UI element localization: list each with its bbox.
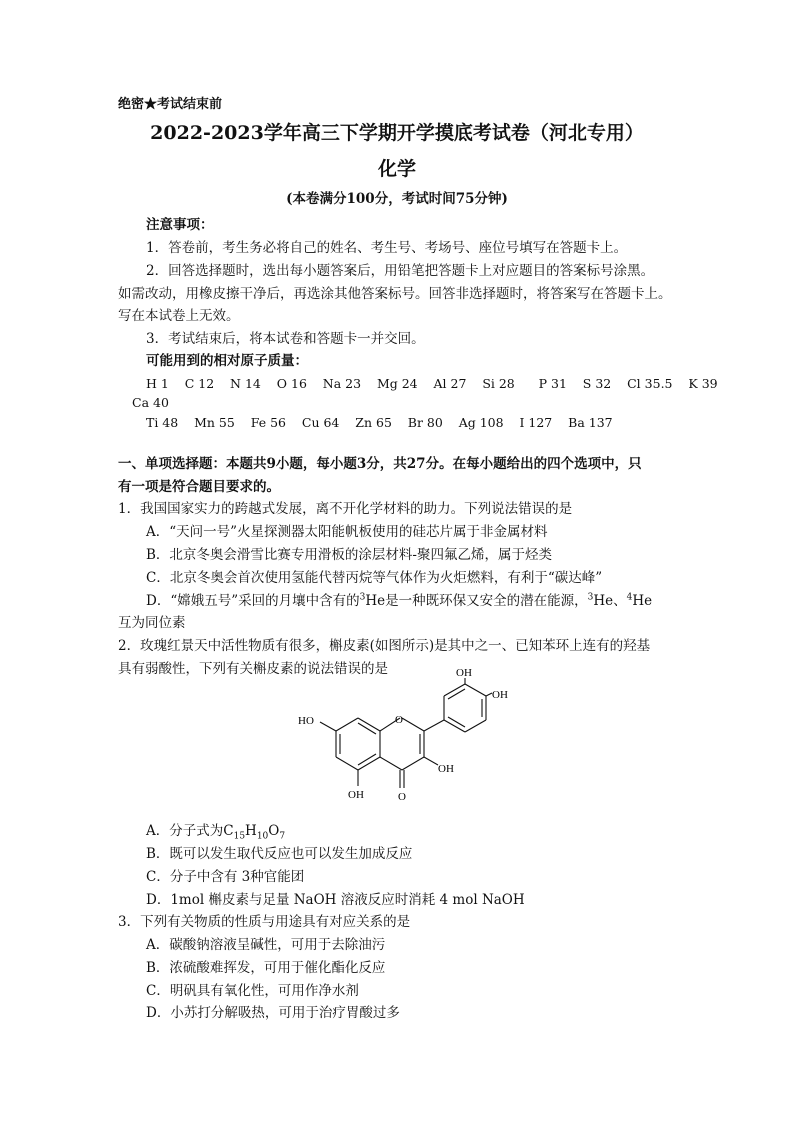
- q1-d-sup-3: 4: [626, 592, 633, 603]
- q1-option-d: [146, 592, 652, 610]
- q3-option-a: A．碳酸钠溶液呈碱性，可用于去除油污: [146, 937, 386, 953]
- q1-option-a: A．“天问一号”火星探测器太阳能帆板使用的硅芯片属于非金属材料: [146, 524, 548, 540]
- notes-item-2-line-2: 如需改动，用橡皮擦干净后，再选涂其他答案标号。回答非选择题时，将答案写在答题卡上。: [118, 286, 672, 302]
- q1-option-d-line-2: 互为同位素: [118, 615, 186, 631]
- section1-heading-line-1: 一、单项选择题：本题共9小题，每小题3分，共27分。在每小题给出的四个选项中，只: [118, 456, 642, 472]
- q1-d-mid-2: He、: [593, 593, 627, 609]
- q2-a-mid: H: [245, 823, 257, 839]
- q2-option-b: B．既可以发生取代反应也可以发生加成反应: [146, 846, 413, 862]
- q1-option-b: B．北京冬奥会滑雪比赛专用滑板的涂层材料-聚四氟乙烯，属于烃类: [146, 547, 552, 563]
- q1-stem: 1．我国国家实力的跨越式发展，离不开化学材料的助力。下列说法错误的是: [118, 501, 573, 517]
- atomic-mass-row-1-wrap: Ca 40: [132, 395, 169, 410]
- subject-title: 化学: [377, 158, 416, 180]
- atomic-mass-row-2: Ti 48 Mn 55 Fe 56 Cu 64 Zn 65 Br 80 Ag 108 I 127 Ba 137: [146, 415, 613, 430]
- q2-a-sub-2: 10: [256, 831, 269, 842]
- atomic-mass-heading: 可能用到的相对原子质量：: [146, 353, 308, 369]
- atomic-mass-row-1: H 1 C 12 N 14 O 16 Na 23 Mg 24 Al 27 Si 28 P 31 S 32 Cl 35.5 K 39: [146, 376, 718, 391]
- q1-option-c: C．北京冬奥会首次使用氢能代替丙烷等气体作为火炬燃料，有利于“碳达峰”: [146, 570, 603, 586]
- q2-stem-line-1: 2．玫瑰红景天中活性物质有很多，槲皮素(如图所示)是其中之一、已知苯环上连有的羟基: [118, 638, 651, 654]
- q1-d-sup-2: 3: [587, 592, 594, 603]
- mol-label-oh-top: OH: [456, 667, 472, 679]
- mol-label-oh-right: OH: [492, 689, 508, 701]
- mol-label-oh-middle: OH: [438, 763, 454, 775]
- q2-a-mid-2: O: [268, 823, 280, 839]
- exam-title: 2022-2023学年高三下学期开学摸底考试卷（河北专用）: [150, 122, 644, 144]
- notes-item-2-line-3: 写在本试卷上无效。: [118, 308, 240, 324]
- q2-stem-line-2: 具有弱酸性，下列有关槲皮素的说法错误的是: [118, 661, 388, 677]
- notes-item-2-line-1: 2．回答选择题时，选出每小题答案后，用铅笔把答题卡上对应题目的答案标号涂黑。: [146, 263, 655, 279]
- q2-a-sub-3: 7: [279, 831, 286, 842]
- q2-option-c: C．分子中含有 3种官能团: [146, 869, 305, 885]
- mol-label-ho-left: HO: [298, 715, 314, 727]
- q2-a-sub-1: 15: [233, 831, 246, 842]
- ring-oxygen-label: O: [395, 714, 403, 726]
- q1-d-mid-1: He是一种既环保又安全的潜在能源，: [365, 593, 588, 609]
- q3-option-d: D．小苏打分解吸热，可用于治疗胃酸过多: [146, 1005, 400, 1021]
- q1-d-end: He: [632, 593, 653, 609]
- q1-d-sup-1: 3: [359, 592, 366, 603]
- notes-heading: 注意事项：: [146, 217, 214, 233]
- q3-option-b: B．浓硫酸难挥发，可用于催化酯化反应: [146, 960, 386, 976]
- mol-label-ketone-oxygen: O: [398, 791, 406, 803]
- quercetin-structure: [292, 667, 512, 822]
- q2-option-a: [146, 822, 285, 840]
- q2-a-prefix: A．分子式为C: [146, 823, 234, 839]
- section1-heading-line-2: 有一项是符合题目要求的。: [118, 479, 280, 495]
- q1-d-prefix: D．“嫦娥五号”采回的月壤中含有的: [146, 593, 360, 609]
- notes-item-1: 1．答卷前，考生务必将自己的姓名、考生号、考场号、座位号填写在答题卡上。: [146, 240, 628, 256]
- mol-label-oh-bottom: OH: [348, 789, 364, 801]
- exam-info: (本卷满分100分，考试时间75分钟): [286, 191, 508, 207]
- q2-option-d: D．1mol 槲皮素与足量 NaOH 溶液反应时消耗 4 mol NaOH: [146, 892, 525, 908]
- q3-stem: 3．下列有关物质的性质与用途具有对应关系的是: [118, 914, 411, 930]
- q3-option-c: C．明矾具有氧化性，可用作净水剂: [146, 983, 359, 999]
- notes-item-3: 3．考试结束后，将本试卷和答题卡一并交回。: [146, 331, 425, 347]
- secret-mark: 绝密★考试结束前: [118, 97, 223, 112]
